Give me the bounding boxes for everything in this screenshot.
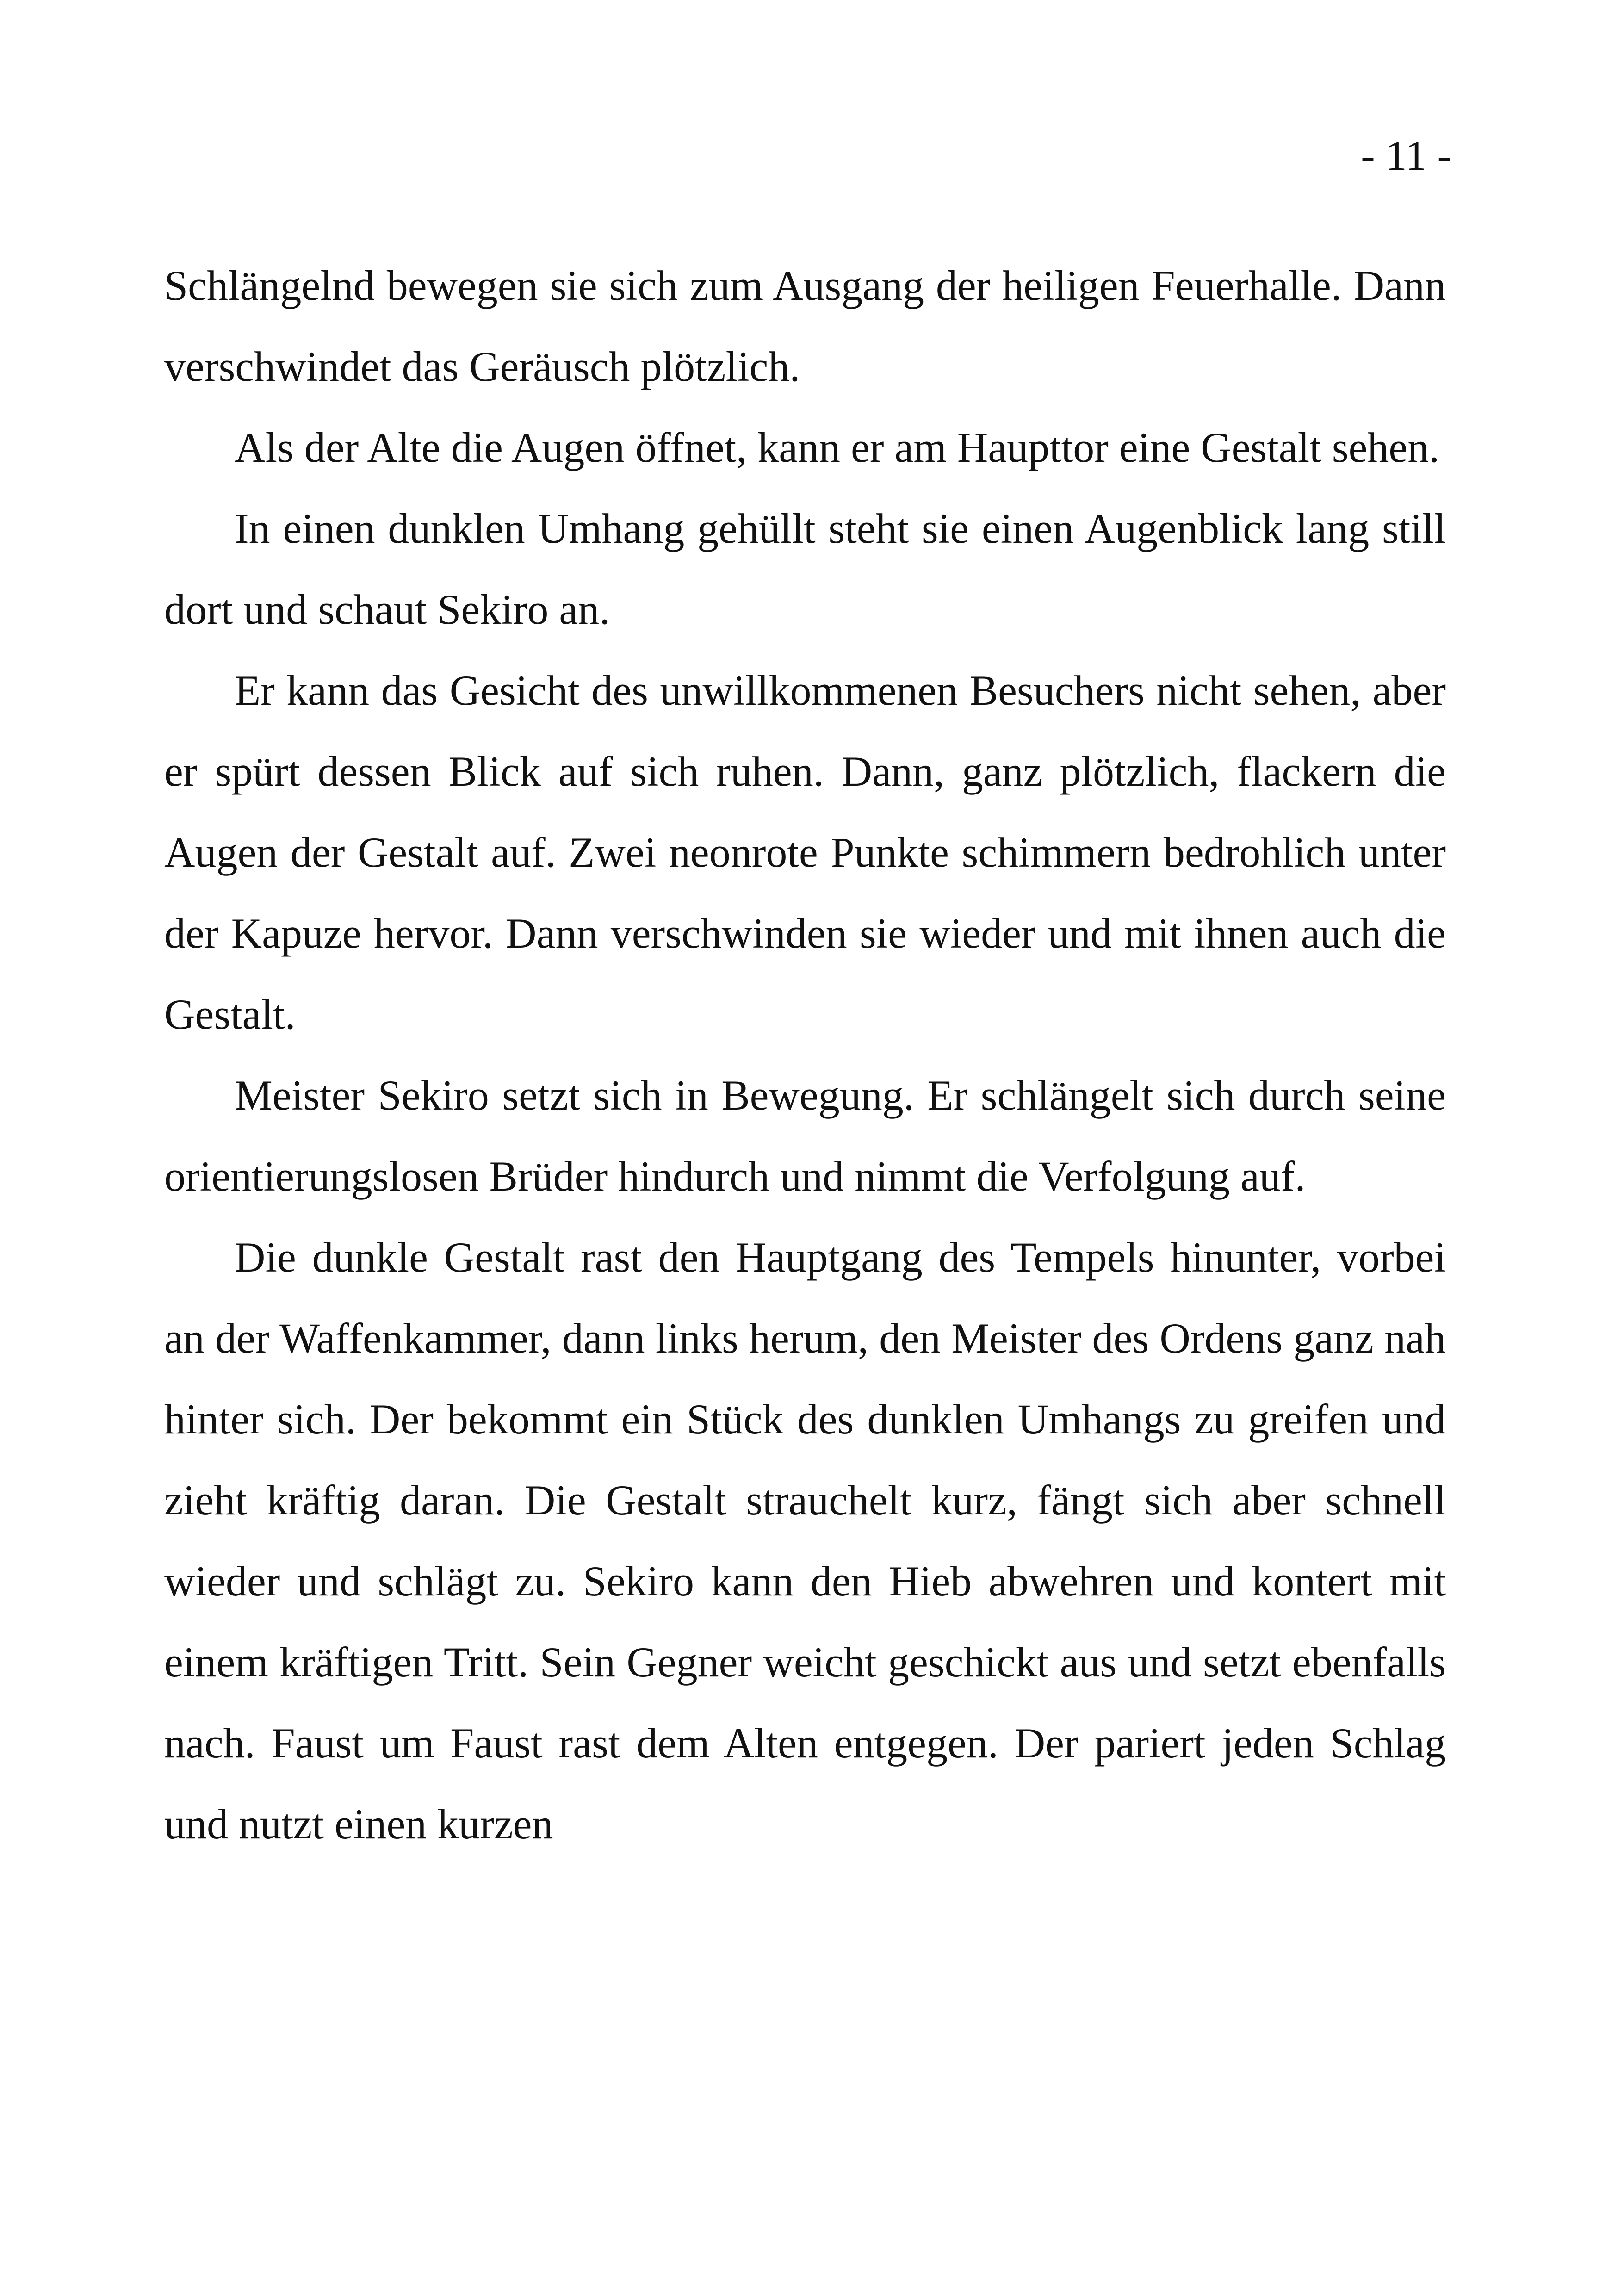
paragraph: Meister Sekiro setzt sich in Bewegung. Er schlängelt sich durch seine orientierungslosen Brüder hindurch und nimmt die Verfolgung auf. (164, 1072, 1446, 1200)
paragraph: Als der Alte die Augen öffnet, kann er am Haupttor eine Gestalt sehen. (235, 424, 1440, 471)
paragraph: Schlängelnd bewegen sie sich zum Ausgang der heiligen Feuerhalle. Dann verschwindet das Geräusch plötzlich. (164, 262, 1446, 390)
paragraph: In einen dunklen Umhang gehüllt steht sie einen Augenblick lang still dort und schaut Sekiro an. (164, 505, 1446, 633)
body-text (164, 245, 1446, 1865)
page-number: - 11 - (1361, 132, 1451, 179)
paragraph: Er kann das Gesicht des unwillkommenen Besuchers nicht sehen, aber er spürt dessen Blick auf sich ruhen. Dann, ganz plötzlich, flackern die Augen der Gestalt auf. Zwei neonrote Punkte schimmern bedrohlich unter der Kapuze hervor. Dann verschwinden sie wieder und mit ihnen auch die Gestalt. (164, 667, 1446, 1038)
paragraph: Die dunkle Gestalt rast den Hauptgang des Tempels hinunter, vorbei an der Waffenkammer, dann links herum, den Meister des Ordens ganz nah hinter sich. Der bekommt ein Stück des dunklen Umhangs zu greifen und zieht kräftig daran. Die Gestalt strauchelt kurz, fängt sich aber schnell wieder und schlägt zu. Sekiro kann den Hieb abwehren und kontert mit einem kräftigen Tritt. Sein Gegner weicht geschickt aus und setzt ebenfalls nach. Faust um Faust rast dem Alten entgegen. Der pariert jeden Schlag und nutzt einen kurzen (164, 1234, 1446, 1848)
